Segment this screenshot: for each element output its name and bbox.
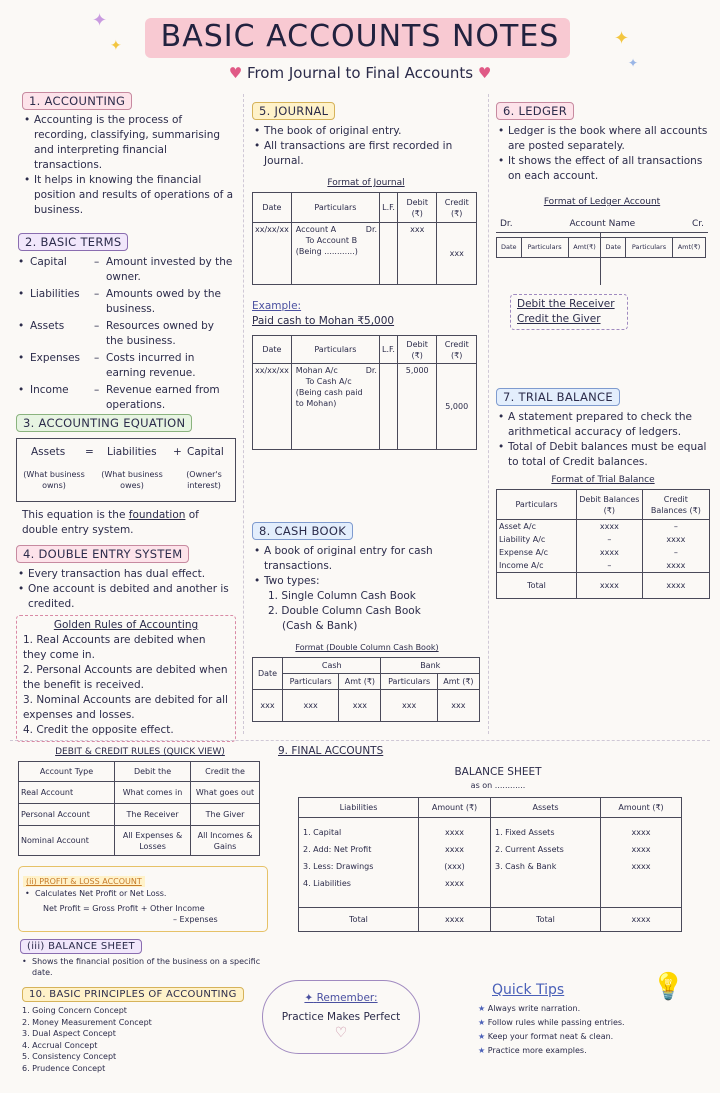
heading-debit-credit-rules: DEBIT & CREDIT RULES (QUICK VIEW) [55,747,225,757]
term-name: Liabilities [30,288,80,300]
accounting-bullet-1: • Accounting is the process of recording, classifying, summarising and interpreting financial transactions. [22,113,234,173]
section-accounting-equation [16,412,236,538]
cash-book-table: Date Cash Bank Particulars Amt (₹) Particulars Amt (₹) xxx xxx xxx xxx xxx [252,657,480,722]
equation-assets: Assets [31,446,66,458]
heading-quick-tips: Quick Tips [492,982,565,998]
principle-item: 5. Consistency Concept [22,1052,117,1061]
col-header: L.F. [380,193,398,223]
cash-book-type-2: 2. Double Column Cash Book [268,605,421,617]
heading-cash-book: 8. CASH BOOK [252,522,353,540]
trial-balance-table: Particulars Debit Balances (₹) Credit Balances (₹) Asset A/c xxxx – Liability A/c – xxxx Expense A/c xxxx – Income A/c – xxxx Total xxxx xxxx [496,489,710,599]
debit-credit-rules-table: Account Type Debit the Credit the Real Account What comes in What goes out Personal Account The Receiver The Giver Nominal Account All Expenses & Losses All Incomes & Gains [18,761,260,856]
example-label: Example: [252,300,302,312]
golden-rule-3: 3. Nominal Accounts are debited for all expenses and losses. [23,694,228,721]
journal-example-table: Date Particulars L.F. Debit (₹) Credit (₹) xx/xx/xx Mohan A/c Dr. To Cash A/c (Being cash paid to Mohan) 5,000 5,000 [252,335,477,450]
tip-item: ★ Practice more examples. [478,1046,587,1055]
heading-profit-loss: (ii) PROFIT & LOSS ACCOUNT [23,876,145,887]
section-double-entry [16,543,236,742]
col-header: Date [253,193,292,223]
golden-rule-2: 2. Personal Accounts are debited when the benefit is received. [23,664,228,691]
journal-format-table [252,192,477,285]
ledger-header: Dr. Account Name Cr. [500,219,704,229]
cash-book-bullet-2: • Two types: [252,574,482,589]
balance-sheet-date: as on ............ [470,781,526,790]
equation-note-capital: (Owner's interest) [186,470,222,490]
sparkle-icon: ✦ [92,10,108,31]
equation-note: This equation is the foundation of double entry system. [22,509,199,536]
golden-rules-title: Golden Rules of Accounting [53,619,199,631]
page-subtitle [180,62,540,84]
section-balance-sheet-note [20,934,270,978]
subtitle-text: From Journal to Final Accounts [246,64,474,82]
cash-book-format-title: Format (Double Column Cash Book) [295,643,439,652]
term-row: • Capital – Amount invested by the owner. [18,256,233,283]
principle-item: 2. Money Measurement Concept [22,1017,152,1027]
page-title: BASIC ACCOUNTS NOTES [160,19,560,54]
section-principles [22,982,262,1074]
trial-balance-bullet-1: • A statement prepared to check the arithmetical accuracy of ledgers. [496,410,710,440]
journal-cell: xxx [437,223,477,285]
term-name: Income [30,384,69,396]
term-name: Expenses [30,352,81,364]
term-name: Capital [30,256,67,268]
section-cash-book [252,520,482,722]
journal-bullet-1: • The book of original entry. [252,124,480,139]
cash-book-type-1: 1. Single Column Cash Book [268,590,416,602]
equation-capital: Capital [187,446,224,458]
term-row: • Income – Revenue earned from operations. [18,383,234,413]
cash-book-bullet-1: • A book of original entry for cash transactions. [252,544,482,574]
trial-balance-format-title: Format of Trial Balance [551,475,655,485]
double-entry-bullet-1: • Every transaction has dual effect. [16,567,236,582]
ledger-t-account: Date Particulars Amt(₹) Date Particulars Amt(₹) [496,232,708,284]
remember-text: Practice Makes Perfect [281,1011,401,1023]
term-desc: Revenue earned from operations. [106,384,220,411]
trial-balance-bullet-2: • Total of Debit balances must be equal to total of Credit balances. [496,440,710,470]
section-debit-credit-rules [18,746,262,856]
principle-item: 6. Prudence Concept [22,1063,106,1073]
section-trial-balance [496,386,710,599]
equation-note-assets: (What business owns) [23,470,85,490]
golden-rule-1: 1. Real Accounts are debited when they come in. [23,634,206,661]
principle-item: 4. Accrual Concept [22,1040,98,1050]
heading-trial-balance: 7. TRIAL BALANCE [496,388,620,406]
heart-icon: ♡ [334,1025,348,1041]
lightbulb-icon: 💡 [652,972,685,1002]
equation-note-liabilities: (What business owes) [101,470,163,490]
heading-journal: 5. JOURNAL [252,102,335,120]
accounting-bullet-2: • It helps in knowing the financial position and results of operations of a business. [22,173,234,218]
golden-rule-4: 4. Credit the opposite effect. [23,724,174,736]
remember-cloud [262,980,420,1054]
term-name: Assets [30,320,65,332]
heart-icon: ♥ [228,64,243,82]
term-row: • Expenses – Costs incurred in earning revenue. [18,351,234,381]
heading-principles: 10. BASIC PRINCIPLES OF ACCOUNTING [22,987,244,1002]
col-header: Credit (₹) [437,193,477,223]
tip-item: ★ Follow rules while passing entries. [478,1018,625,1027]
term-row: • Assets – Resources owned by the business. [18,319,234,349]
remember-title: ✦ Remember: [304,992,378,1004]
ledger-tip-box [510,294,628,330]
balance-sheet-note-bullet: • Shows the financial position of the business on a specific date. [20,956,270,978]
term-desc: Amounts owed by the business. [106,288,221,315]
heading-balance-sheet-note: (iii) BALANCE SHEET [20,939,142,954]
section-final-accounts [278,744,698,932]
section-profit-loss [18,866,268,932]
cash-book-type-2-note: (Cash & Bank) [282,620,358,632]
col-header: Debit (₹) [398,193,437,223]
section-journal [252,100,480,450]
sparkle-icon: ✦ [110,38,122,54]
term-desc: Resources owned by the business. [106,320,214,347]
tip-item: ★ Always write narration. [478,1004,581,1013]
balance-sheet-title: BALANCE SHEET [454,766,542,778]
equation-liabilities: Liabilities [107,446,157,458]
heading-ledger: 6. LEDGER [496,102,574,120]
ledger-format-title: Format of Ledger Account [543,197,661,207]
equation-box [16,438,236,502]
section-ledger [496,100,708,330]
section-accounting [22,90,234,218]
journal-cell: xxx [398,223,437,285]
sparkle-icon: ✦ [628,56,639,70]
star-icon: ✦ [304,992,314,1004]
heading-accounting-equation: 3. ACCOUNTING EQUATION [16,414,192,432]
ledger-bullet-2: • It shows the effect of all transactions on each account. [496,154,708,184]
journal-format-title: Format of Journal [327,178,405,188]
heading-accounting: 1. ACCOUNTING [22,92,132,110]
net-profit-formula-2: – Expenses [173,915,218,924]
ledger-tip-2: Credit the Giver [517,313,601,325]
tip-item: ★ Keep your format neat & clean. [478,1032,614,1041]
heart-icon: ♥ [477,64,492,82]
equation-plus: + [173,446,182,458]
journal-cell: xx/xx/xx [253,223,292,285]
principle-item: 1. Going Concern Concept [22,1006,127,1015]
equation-equals: = [85,446,94,458]
example-text: Paid cash to Mohan ₹5,000 [252,315,395,327]
heading-basic-terms: 2. BASIC TERMS [18,233,128,251]
term-row: • Liabilities – Amounts owed by the business. [18,287,234,317]
net-profit-formula: Net Profit = Gross Profit + Other Income [43,904,205,913]
principle-item: 3. Dual Aspect Concept [22,1029,116,1038]
double-entry-bullet-2: • One account is debited and another is credited. [16,582,236,612]
term-desc: Costs incurred in earning revenue. [106,352,196,379]
heading-final-accounts: 9. FINAL ACCOUNTS [278,745,384,757]
heading-double-entry: 4. DOUBLE ENTRY SYSTEM [16,545,189,563]
profit-loss-bullet: • Calculates Net Profit or Net Loss. [23,888,263,899]
journal-bullet-2: • All transactions are first recorded in Journal. [252,139,480,169]
golden-rules-box [16,615,236,742]
section-basic-terms [18,231,234,413]
term-desc: Amount invested by the owner. [106,256,233,283]
sparkle-icon: ✦ [614,28,630,49]
ledger-tip-1: Debit the Receiver [517,298,615,310]
journal-cell: Account A Dr. To Account B (Being ............) [291,223,379,285]
col-header: Particulars [291,193,379,223]
ledger-bullet-1: • Ledger is the book where all accounts are posted separately. [496,124,708,154]
balance-sheet-table: Liabilities Amount (₹) Assets Amount (₹) 1. Capital 2. Add: Net Profit 3. Less: Drawings 4. Liabilities xxxx xxxx (xxx) xxxx 1. Fixed Assets 2. Current Assets 3. Cash & Bank xxxx xxxx xxxx Total xxxx Total xxxx [298,797,682,932]
